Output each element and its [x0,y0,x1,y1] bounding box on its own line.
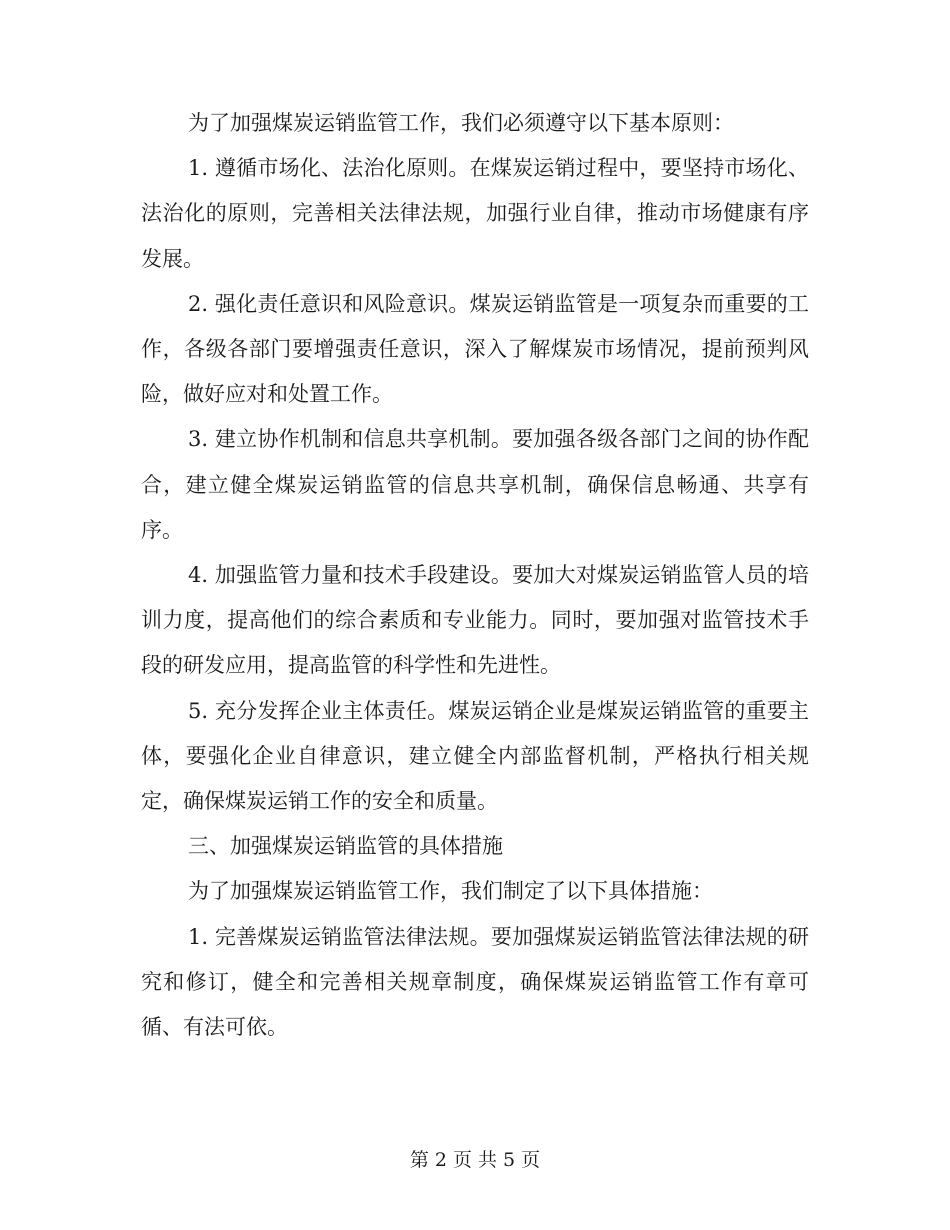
paragraph-intro-measures: 为了加强煤炭运销监管工作，我们制定了以下具体措施： [188,879,713,904]
paragraph-principle-5: 5. 充分发挥企业主体责任。煤炭运销企业是煤炭运销监管的重要主体，要强化企业自律意识，建立健全内部监督机制，严格执行相关规定，确保煤炭运销工作的安全和质量。 [141,698,809,814]
document-body [141,101,809,1050]
section-heading-measures: 三、加强煤炭运销监管的具体措施 [188,834,503,859]
paragraph-principle-4: 4. 加强监管力量和技术手段建设。要加大对煤炭运销监管人员的培训力度，提高他们的综合素质和专业能力。同时，要加强对监管技术手段的研发应用，提高监管的科学性和先进性。 [141,563,809,678]
paragraph-intro-principles: 为了加强煤炭运销监管工作，我们必须遵守以下基本原则： [188,111,734,135]
paragraph-measure-1: 1. 完善煤炭运销监管法律法规。要加强煤炭运销监管法律法规的研究和修订，健全和完善相关规章制度，确保煤炭运销监管工作有章可循、有法可依。 [141,924,809,1040]
page-number-footer: 第 2 页 共 5 页 [409,1149,541,1171]
paragraph-principle-1: 1. 遵循市场化、法治化原则。在煤炭运销过程中，要坚持市场化、法治化的原则，完善相关法律法规，加强行业自律，推动市场健康有序发展。 [141,156,809,271]
paragraph-principle-3: 3. 建立协作机制和信息共享机制。要加强各级各部门之间的协作配合，建立健全煤炭运销监管的信息共享机制，确保信息畅通、共享有序。 [141,427,809,542]
paragraph-principle-2: 2. 强化责任意识和风险意识。煤炭运销监管是一项复杂而重要的工作，各级各部门要增强责任意识，深入了解煤炭市场情况，提前预判风险，做好应对和处置工作。 [141,291,809,407]
